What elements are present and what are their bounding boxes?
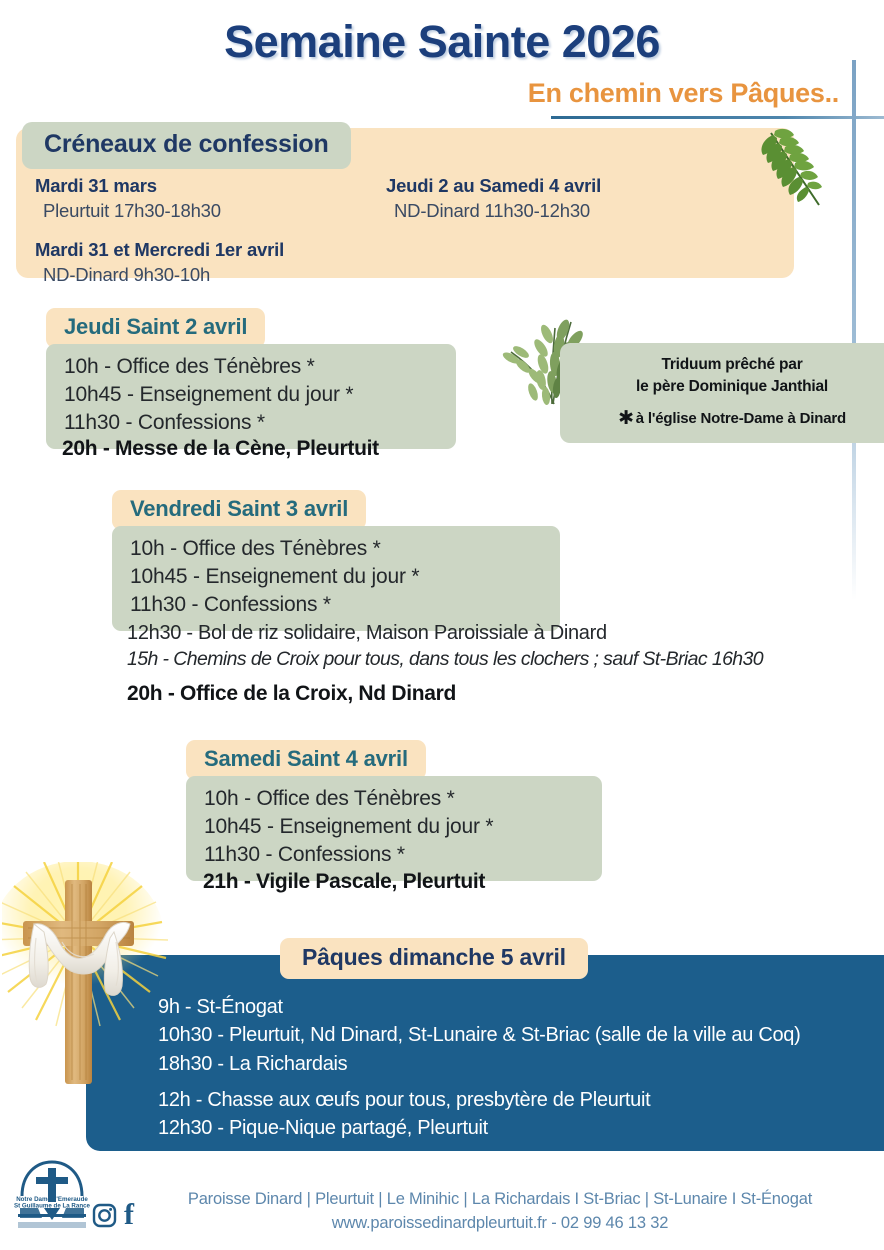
day-line: 10h45 - Enseignement du jour * <box>204 814 494 838</box>
easter-heading: Pâques dimanche 5 avril <box>280 938 588 979</box>
spacer <box>35 222 284 239</box>
cross-illustration-icon <box>2 862 174 1094</box>
day-box-vendredi <box>112 526 560 631</box>
confession-heading: Créneaux de confession <box>22 122 351 169</box>
confession-day-label: Mardi 31 mars <box>35 175 157 196</box>
confession-day-label: Jeudi 2 au Samedi 4 avril <box>386 175 602 196</box>
vendredi-extra-line-2: 15h - Chemins de Croix pour tous, dans tous les clochers ; sauf St-Briac 16h30 <box>127 648 764 670</box>
easter-line: 12h30 - Pique-Nique partagé, Pleurtuit <box>158 1117 488 1140</box>
day-header-jeudi: Jeudi Saint 2 avril <box>46 308 265 348</box>
easter-line: 9h - St-Énogat <box>158 996 283 1018</box>
confession-column-right <box>386 175 601 222</box>
easter-line: 18h30 - La Richardais <box>158 1052 348 1075</box>
header-vertical-rule <box>852 60 856 600</box>
easter-activity-list <box>158 1086 650 1143</box>
day-line: 10h - Office des Ténèbres * <box>130 537 381 560</box>
day-box-samedi <box>186 776 602 881</box>
poster-subtitle: En chemin vers Pâques.. <box>527 78 839 108</box>
footer <box>150 1188 850 1236</box>
day-line: 10h45 - Enseignement du jour * <box>64 382 354 406</box>
day-header-vendredi: Vendredi Saint 3 avril <box>112 490 366 530</box>
day-header-samedi: Samedi Saint 4 avril <box>186 740 426 780</box>
parish-logo-icon <box>12 1156 92 1234</box>
svg-text:Notre Dame d'Emeraude: Notre Dame d'Emeraude <box>16 1196 88 1203</box>
easter-line: 12h - Chasse aux œufs pour tous, presbytère de Pleurtuit <box>158 1089 651 1111</box>
confession-day-detail: ND-Dinard 11h30-12h30 <box>394 200 590 221</box>
day-line: 11h30 - Confessions * <box>130 592 331 616</box>
footer-parishes: Paroisse Dinard | Pleurtuit | Le Minihic | La Richardais I St-Briac | St-Lunaire I St-Énogat <box>187 1190 813 1208</box>
palm-frond-icon <box>757 125 832 215</box>
confession-day-detail: ND-Dinard 9h30-10h <box>43 264 211 285</box>
day-line: 10h - Office des Ténèbres * <box>64 355 315 378</box>
facebook-icon[interactable]: f <box>124 1198 134 1231</box>
confession-day-detail: Pleurtuit 17h30-18h30 <box>43 200 221 221</box>
day-line: 10h45 - Enseignement du jour * <box>130 564 420 588</box>
triduum-note-box <box>560 343 884 443</box>
instagram-icon[interactable] <box>92 1203 117 1228</box>
footer-contact: www.paroissedinardpleurtuit.fr - 02 99 46 13 32 <box>331 1213 669 1232</box>
day-main-vendredi: 20h - Office de la Croix, Nd Dinard <box>127 682 457 705</box>
confession-day-label: Mardi 31 et Mercredi 1er avril <box>35 239 285 260</box>
confession-column-left <box>35 175 284 286</box>
svg-text:St Guillaume de La Rance: St Guillaume de La Rance <box>14 1202 90 1210</box>
day-line: 10h - Office des Ténèbres * <box>204 787 455 810</box>
page-title: Semaine Sainte 2026 <box>224 16 660 67</box>
day-box-jeudi <box>46 344 456 449</box>
vendredi-extra-line-1: 12h30 - Bol de riz solidaire, Maison Paroissiale à Dinard <box>127 622 607 644</box>
triduum-star-text: à l'église Notre-Dame à Dinard <box>635 410 846 427</box>
triduum-line-1: Triduum prêché par <box>661 356 803 373</box>
asterisk-icon: ✱ <box>618 408 634 429</box>
header-horizontal-rule <box>551 116 884 119</box>
day-line: 11h30 - Confessions * <box>64 410 265 434</box>
easter-line: 10h30 - Pleurtuit, Nd Dinard, St-Lunaire & St-Briac (salle de la ville au Coq) <box>158 1024 801 1047</box>
day-main-samedi: 21h - Vigile Pascale, Pleurtuit <box>203 870 486 893</box>
day-line: 11h30 - Confessions * <box>204 842 405 866</box>
easter-mass-list <box>158 993 800 1078</box>
triduum-line-2: le père Dominique Janthial <box>635 378 829 395</box>
day-main-jeudi: 20h - Messe de la Cène, Pleurtuit <box>62 437 379 460</box>
triduum-star-note <box>570 407 884 430</box>
